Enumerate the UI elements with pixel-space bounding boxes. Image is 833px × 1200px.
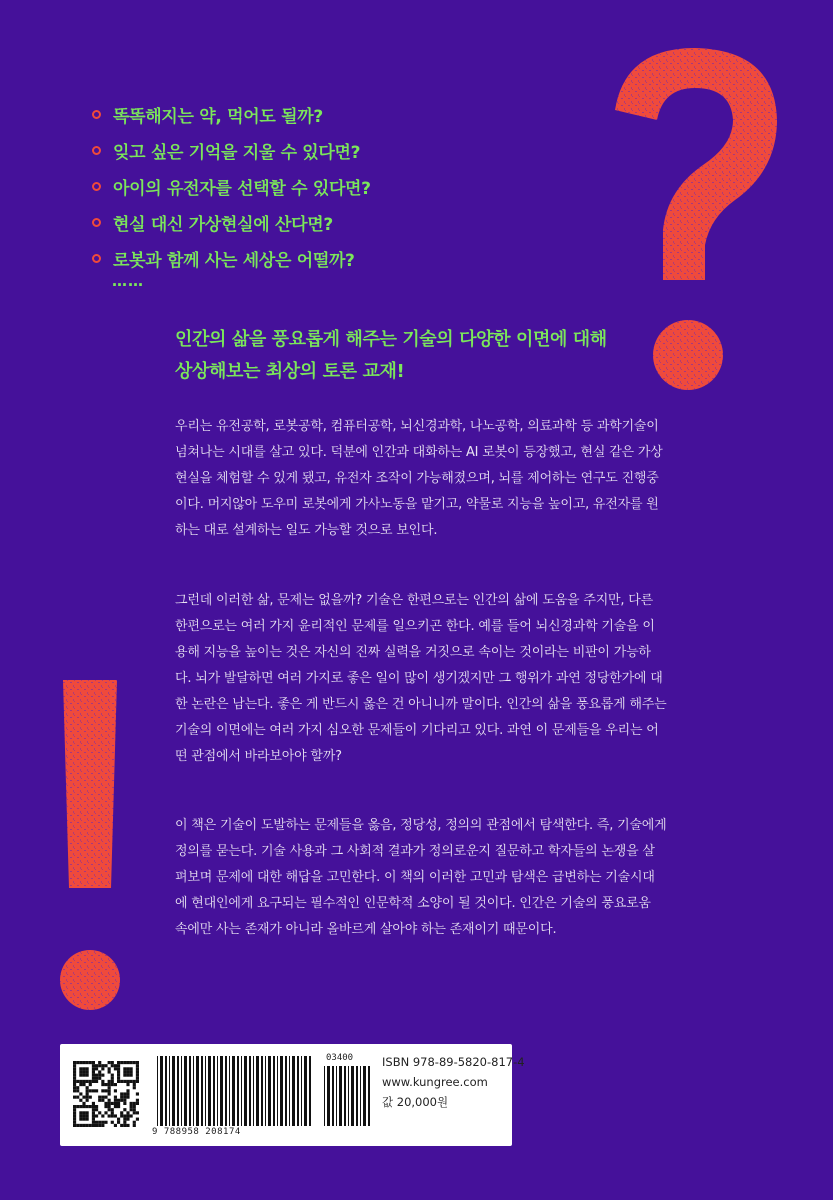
bullet-icon: [92, 218, 101, 227]
body-paragraph-1: [175, 414, 695, 544]
question-item: 똑똑해지는 약, 먹어도 될까?: [92, 96, 371, 132]
body-paragraph-3: [175, 813, 695, 943]
text-line: 하는 대로 설계하는 일도 가능할 것으로 보인다.: [175, 523, 438, 538]
text-line: 넘쳐나는 시대를 살고 있다. 덕분에 인간과 대화하는 AI 로봇이 등장했고, 현실 같은 가상: [175, 445, 663, 460]
headline-line: 인간의 삶을 풍요롭게 해주는 기술의 다양한 이면에 대해: [175, 329, 607, 350]
exclamation-mark-graphic: [55, 680, 125, 1020]
book-info: [382, 1052, 525, 1112]
question-item: 현실 대신 가상현실에 산다면?: [92, 204, 371, 240]
headline: [175, 324, 735, 388]
question-ellipsis: ……: [112, 272, 144, 290]
question-list: [92, 96, 371, 276]
question-item: 로봇과 함께 사는 세상은 어떨까?: [92, 240, 371, 276]
text-line: 떤 관점에서 바라보아야 할까?: [175, 749, 342, 764]
barcode-panel: [60, 1044, 525, 1146]
bullet-icon: [92, 110, 101, 119]
question-item: 잊고 싶은 기억을 지울 수 있다면?: [92, 132, 371, 168]
text-line: 그런데 이러한 삶, 문제는 없을까? 기술은 한편으로는 인간의 삶에 도움을 주지만, 다른: [175, 593, 653, 608]
body-paragraph-2: [175, 588, 695, 770]
text-line: 정의를 묻는다. 기술 사용과 그 사회적 결과가 정의로운지 질문하고 학자들의 논쟁을 살: [175, 844, 655, 859]
text-line: 기술의 이면에는 여러 가지 심오한 문제들이 기다리고 있다. 과연 이 문제들을 우리는 어: [175, 723, 659, 738]
text-line: 우리는 유전공학, 로봇공학, 컴퓨터공학, 뇌신경과학, 나노공학, 의료과학 등 과학기술이: [175, 419, 659, 434]
addon-barcode: [322, 1066, 374, 1126]
addon-digits: 03400: [326, 1053, 354, 1063]
isbn: ISBN 978-89-5820-817-4: [382, 1055, 525, 1069]
text-line: 용해 지능을 높이는 것은 자신의 진짜 실력을 거짓으로 속이는 것이라는 비판이 가능하: [175, 645, 651, 660]
qr-code-icon: [73, 1061, 139, 1127]
text-line: 에 현대인에게 요구되는 필수적인 인문학적 소양이 될 것이다. 인간은 기술의 풍요로움: [175, 896, 651, 911]
question-item: 아이의 유전자를 선택할 수 있다면?: [92, 168, 371, 204]
website: www.kungree.com: [382, 1075, 488, 1089]
barcode-digits: 9 788958 208174: [152, 1127, 241, 1137]
text-line: 다. 뇌가 발달하면 여러 가지로 좋은 일이 많이 생기겠지만 그 행위가 과연 정당한가에 대: [175, 671, 663, 686]
text-line: 이 책은 기술이 도발하는 문제들을 옳음, 정당성, 정의의 관점에서 탐색한다. 즉, 기술에게: [175, 818, 667, 833]
bullet-icon: [92, 146, 101, 155]
text-line: 이다. 머지않아 도우미 로봇에게 가사노동을 맡기고, 약물로 지능을 높이고, 유전자를 원: [175, 497, 659, 512]
headline-line: 상상해보는 최상의 토론 교재!: [175, 361, 405, 382]
ean-barcode: [155, 1056, 313, 1128]
bullet-icon: [92, 182, 101, 191]
text-line: 현실을 체험할 수 있게 됐고, 유전자 조작이 가능해졌으며, 뇌를 제어하는 연구도 진행중: [175, 471, 659, 486]
text-line: 펴보며 문제에 대한 해답을 고민한다. 이 책의 이러한 고민과 탐색은 급변하는 기술시대: [175, 870, 655, 885]
text-line: 속에만 사는 존재가 아니라 올바르게 살아야 하는 존재이기 때문이다.: [175, 922, 557, 937]
bullet-icon: [92, 254, 101, 263]
price: 값 20,000원: [382, 1095, 449, 1109]
text-line: 한 논란은 남는다. 좋은 게 반드시 옳은 건 아니니까 말이다. 인간의 삶을 풍요롭게 해주는: [175, 697, 667, 712]
text-line: 한편으로는 여러 가지 윤리적인 문제를 일으키곤 한다. 예를 들어 뇌신경과학 기술을 이: [175, 619, 655, 634]
